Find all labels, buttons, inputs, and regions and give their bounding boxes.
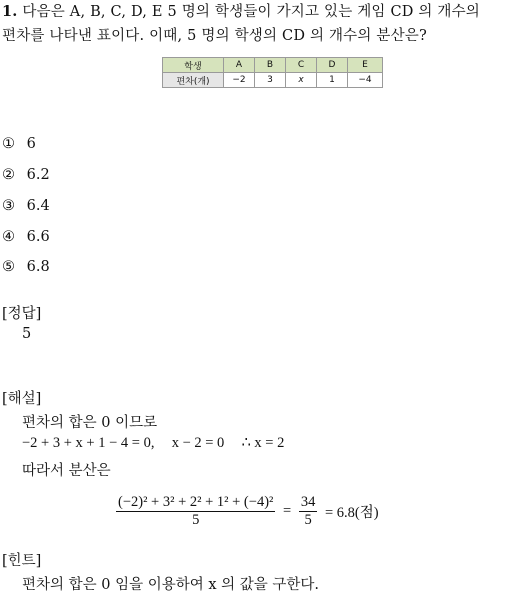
fraction-numerator: 34 — [300, 494, 316, 510]
question-number: 1. — [2, 3, 18, 20]
question-text-1: 다음은 A, B, C, D, E 5 명의 학생들이 가지고 있는 게임 CD 의 개수의 — [22, 4, 481, 20]
question-line-1 — [2, 0, 480, 21]
choice-marker: ④ — [2, 229, 15, 245]
table-cell: 1 — [317, 73, 348, 88]
choice-value: 6.2 — [26, 167, 50, 183]
question-line-2: 편차를 나타낸 표이다. 이때, 5 명의 학생의 CD 의 개수의 분산은? — [2, 28, 427, 44]
table-header-cell: E — [348, 58, 383, 73]
choice-marker: ⑤ — [2, 259, 15, 275]
answer-label: [정답] — [2, 306, 42, 322]
table-cell: x — [286, 73, 317, 88]
variance-fraction-simplified — [299, 494, 318, 529]
table-cell: −2 — [224, 73, 255, 88]
equation-sum: −2 + 3 + x + 1 − 4 = 0, — [22, 435, 155, 451]
choice-marker: ② — [2, 167, 15, 183]
choice-marker: ③ — [2, 198, 15, 214]
choice-5[interactable] — [2, 259, 50, 275]
choice-value: 6.6 — [26, 229, 50, 245]
choice-value: 6.8 — [26, 259, 50, 275]
table-cell: 편차(개) — [163, 73, 224, 88]
variance-formula — [116, 494, 379, 529]
equation-result: ∴ x = 2 — [241, 435, 285, 451]
explanation-line-2 — [22, 435, 284, 452]
table-header-cell: B — [255, 58, 286, 73]
table-header-cell: A — [224, 58, 255, 73]
table-row — [163, 73, 383, 88]
table-header-cell: C — [286, 58, 317, 73]
choice-value: 6.4 — [26, 198, 50, 214]
fraction-numerator: (−2)² + 3² + 2² + 1² + (−4)² — [118, 494, 274, 510]
choice-marker: ① — [2, 136, 15, 152]
table-header-cell: D — [317, 58, 348, 73]
table-header-cell: 학생 — [163, 58, 224, 73]
choice-3[interactable] — [2, 198, 50, 214]
answer-value: 5 — [22, 326, 32, 342]
fraction-denominator: 5 — [304, 512, 312, 528]
equals-sign: = — [283, 503, 292, 519]
fraction-denominator: 5 — [192, 512, 200, 528]
table-cell: −4 — [348, 73, 383, 88]
explanation-label: [해설] — [2, 391, 42, 407]
choice-2[interactable] — [2, 167, 50, 183]
equation-simplified: x − 2 = 0 — [171, 435, 225, 451]
hint-label: [힌트] — [2, 553, 42, 569]
table-header-row — [163, 58, 383, 73]
choice-1[interactable] — [2, 136, 36, 152]
variance-result: = 6.8(점) — [324, 505, 379, 521]
explanation-line-3: 따라서 분산은 — [22, 463, 111, 479]
choice-4[interactable] — [2, 229, 50, 245]
table-cell: 3 — [255, 73, 286, 88]
variance-fraction — [116, 494, 275, 529]
deviation-table — [162, 57, 383, 88]
choice-value: 6 — [26, 136, 36, 152]
explanation-line-1: 편차의 합은 0 이므로 — [22, 415, 158, 431]
hint-text: 편차의 합은 0 임을 이용하여 x 의 값을 구한다. — [22, 577, 320, 593]
